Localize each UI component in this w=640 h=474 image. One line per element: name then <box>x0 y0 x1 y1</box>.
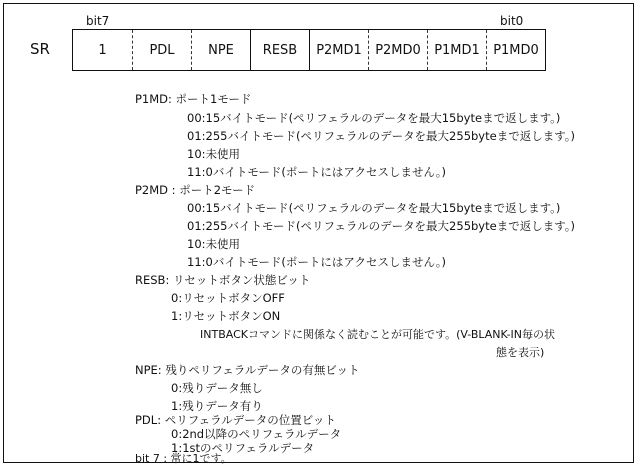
p1md-00: 00:15バイトモード(ペリフェラルのデータを最大15byteまで返します。) <box>187 111 561 125</box>
heading-pdl: PDL: ペリフェラルデータの位置ビット <box>135 413 336 427</box>
pdl-0: 0:2nd以降のペリフェラルデータ <box>171 427 342 441</box>
p1md-01: 01:255バイトモード(ペリフェラルのデータを最大255byteまで返します。) <box>187 129 576 143</box>
heading-resb: RESB: リセットボタン状態ビット <box>135 273 311 287</box>
bit-cell-0: P1MD0 <box>486 30 545 70</box>
p1md-11: 11:0バイトモード(ポートにはアクセスしません。) <box>187 165 446 179</box>
bit7-note: bit 7 : 常に1です。 <box>135 452 232 465</box>
npe-1: 1:残りデータ有り <box>171 399 263 413</box>
p1md-10: 10:未使用 <box>187 147 241 161</box>
resb-note: INTBACKコマンドに関係なく読むことが可能です。(V-BLANK-IN毎の状 <box>200 328 556 341</box>
p2md-00: 00:15バイトモード(ペリフェラルのデータを最大15byteまで返します。) <box>187 201 561 215</box>
resb-1: 1:リセットボタンON <box>171 309 281 323</box>
bit-cell-5: NPE <box>191 30 250 70</box>
register-name: SR <box>30 40 50 58</box>
resb-note-cont: 態を表示) <box>496 346 545 359</box>
register-bit-table <box>72 29 546 71</box>
bit-cell-7: 1 <box>98 42 107 58</box>
bit-cell-1: P1MD1 <box>427 30 486 70</box>
resb-0: 0:リセットボタンOFF <box>171 291 285 305</box>
npe-0: 0:残りデータ無し <box>171 381 263 395</box>
bit-cell-3: P2MD1 <box>309 30 368 70</box>
heading-p1md: P1MD: ポート1モード <box>135 92 252 106</box>
heading-npe: NPE: 残りペリフェラルデータの有無ビット <box>135 363 360 377</box>
bit-cell-6: PDL <box>132 30 191 70</box>
bit-cell-2: P2MD0 <box>368 30 427 70</box>
bit7-label: bit7 <box>86 14 110 28</box>
p2md-11: 11:0バイトモード(ポートにはアクセスしません。) <box>187 255 446 269</box>
bit-cell-4: RESB <box>250 30 309 70</box>
p2md-01: 01:255バイトモード(ペリフェラルのデータを最大255byteまで返します。) <box>187 219 576 233</box>
bit0-label: bit0 <box>500 14 524 28</box>
pdl-1: 1:1stのペリフェラルデータ <box>171 441 315 455</box>
heading-p2md: P2MD : ポート2モード <box>135 183 256 197</box>
p2md-10: 10:未使用 <box>187 237 241 251</box>
